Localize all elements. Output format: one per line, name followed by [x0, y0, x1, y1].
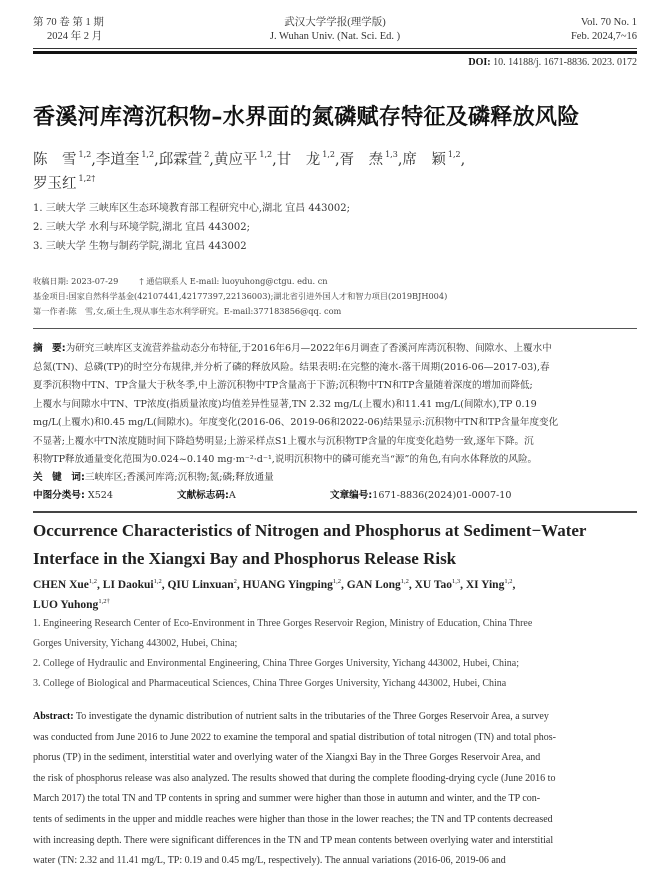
abstract-en	[33, 707, 637, 872]
author-name: CHEN Xue	[33, 579, 89, 591]
author-name: XI Ying	[465, 579, 505, 591]
author-separator: ,	[512, 579, 516, 591]
authors-en	[33, 575, 643, 615]
meta-received: 收稿日期: 2023-07-29	[33, 276, 119, 286]
author-affiliation-marker: 1,2	[153, 578, 162, 585]
author-authors_cn-0	[33, 152, 96, 168]
abstract-cn	[33, 340, 637, 470]
header-volume-issue-en: Vol. 70 No. 1	[580, 17, 637, 28]
author-name: GAN Long	[346, 579, 401, 591]
clc	[33, 487, 113, 505]
abstract-en-text-1: To investigate the dynamic distribution of nutrient salts in the tributaries of the Three Gorges Reservoir Area, a survey	[73, 711, 549, 722]
author-name: LI Daokui	[102, 579, 154, 591]
author-separator: ,	[91, 152, 96, 168]
meta-first-author: 第一作者:陈 雪,女,硕士生,现从事生态水利学研究。E-mail:377183856@qq. com	[33, 306, 342, 316]
abstract-en-line-8: water (TN: 2.32 and 11.41 mg/L, TP: 0.19 and 0.45 mg/L, respectively). The annual variations (2016-06, 2019-06 and	[33, 855, 506, 867]
author-name: 胥 焘	[339, 152, 384, 168]
author-authors_en-6	[466, 579, 515, 591]
author-authors_cn-6	[402, 152, 465, 168]
title-cn: 香溪河库湾沉积物–水界面的氮磷赋存特征及磷释放风险	[33, 105, 580, 130]
author-name: 罗玉红	[33, 176, 77, 192]
meta-divider	[33, 328, 637, 329]
author-authors_cn-2	[159, 152, 214, 168]
author-separator: ,	[340, 579, 347, 591]
author-affiliation-marker: 1,2	[259, 150, 273, 159]
author-name: 陈 雪	[33, 152, 77, 168]
author-authors_en-5	[415, 579, 466, 591]
doc-code-label: 文献标志码:	[177, 490, 229, 501]
article-no-value: 1671-8836(2024)01-0007-10	[372, 490, 512, 501]
abstract-en-line-3: phorus (TP) in the sediment, interstitial water and overlying water of the Xiangxi Bay in the Three Gorges Reservoir Area, and	[33, 752, 541, 764]
author-affiliation-marker: 1,2†	[78, 174, 96, 183]
author-separator: ,	[272, 152, 277, 168]
doi[interactable]	[468, 57, 637, 68]
author-affiliation-marker: 2	[204, 150, 210, 159]
affiliation-cn-3: 3. 三峡大学 生物与制药学院,湖北 宜昌 443002	[33, 241, 247, 252]
author-affiliation-marker: 1,2	[78, 150, 92, 159]
author-name: 席 颖	[402, 152, 446, 168]
header-rule-thick	[33, 51, 637, 54]
abstract-cn-line-6: 不显著;上覆水中TN浓度随时间下降趋势明显;上游采样点S1上覆水与沉积物TP含量的年度变化趋势一致,逐年下降。沉	[33, 435, 534, 447]
author-separator: ,	[236, 579, 243, 591]
author-separator: ,	[460, 579, 466, 591]
author-authors_cn-1	[96, 152, 159, 168]
meta-funding: 基金项目:国家自然科学基金(42107441,42177397,22136003);湖北省引进外国人才和智力项目(2019BJH004)	[33, 291, 448, 301]
author-separator: ,	[97, 579, 103, 591]
author-affiliation-marker: 2	[233, 578, 237, 585]
affiliation-en-3: 3. College of Biological and Pharmaceutical Sciences, China Three Gorges University, Yichang 443002, Hubei, China	[33, 678, 507, 689]
affiliations-en	[33, 614, 643, 694]
header-journal-cn: 武汉大学学报(理学版)	[284, 17, 386, 28]
clc-value: X524	[84, 490, 114, 501]
abstract-en-line-7: with increasing depth. There were significant differences in the TN and TP mean contents between overlying water and interstitial	[33, 834, 554, 846]
affiliation-en-2: 2. College of Hydraulic and Environmental Engineering, China Three Gorges University, Yichang 443002, Hubei, China;	[33, 658, 520, 669]
author-separator: ,	[408, 579, 415, 591]
abstract-cn-line-2: 总氮(TN)、总磷(TP)的时空分布规律,并分析了磷的释放风险。结果表明:在完整的淹水-落干周期(2016-06—2017-03),春	[33, 361, 550, 373]
author-authors_cn-5	[340, 152, 403, 168]
meta-corresponding: † 通信联系人 E-mail: luoyuhong@ctgu. edu. cn	[139, 276, 328, 286]
author-affiliation-marker: 1,2	[504, 578, 513, 585]
abstract-en-line-4: the risk of phosphorus release was also analyzed. The results showed that during the complete flooding-drying cycle (June 2016 to	[33, 772, 556, 784]
affiliation-en-1a: 1. Engineering Research Center of Eco-Environment in Three Gorges Reservoir Region, Ministry of Education, China Three	[33, 618, 533, 629]
author-name: 邱霖萱	[158, 152, 203, 168]
affiliation-cn-2: 2. 三峡大学 水利与环境学院,湖北 宜昌 443002;	[33, 222, 250, 233]
header-volume-issue-cn: 第 70 卷 第 1 期	[33, 17, 104, 28]
abstract-cn-line-4: 上覆水与间隙水中TN、TP浓度(指质量浓度)均值差异性显著,TN 2.32 mg/L(上覆水)和11.41 mg/L(间隙水),TP 0.19	[33, 398, 537, 410]
author-affiliation-marker: 1,2†	[98, 598, 110, 605]
author-authors_cn-3	[214, 152, 277, 168]
author-name: HUANG Yingping	[242, 579, 333, 591]
author-name: QIU Linxuan	[167, 579, 234, 591]
author-authors_en-0	[33, 579, 103, 591]
author-authors_cn-4	[277, 152, 340, 168]
author-separator: ,	[460, 152, 466, 168]
abstract-en-label: Abstract:	[33, 711, 74, 722]
author-authors_en-2	[167, 579, 242, 591]
author-affiliation-marker: 1,2	[88, 578, 98, 585]
author-name: LUO Yuhong	[33, 599, 99, 611]
doi-label: DOI:	[468, 57, 491, 68]
article-no-label: 文章编号:	[330, 490, 373, 501]
author-name: 李道奎	[95, 152, 140, 168]
abstract-cn-label: 摘 要:	[33, 343, 66, 354]
author-affiliation-marker: 1,2	[141, 150, 155, 159]
meta-received-line	[33, 274, 328, 289]
author-authors_en-7	[33, 599, 110, 611]
author-affiliation-marker: 1,3	[385, 150, 398, 159]
title-en-line-2: Interface in the Xiangxi Bay and Phosphorus Release Risk	[33, 549, 457, 568]
abstract-en-line-6: tents of sediments in the upper and middle reaches were higher than those in the lower reaches; the TN and TP contents decreased	[33, 813, 553, 825]
abstract-cn-line-1	[33, 340, 637, 359]
abstract-en-line-1	[33, 707, 637, 728]
author-separator: ,	[154, 152, 159, 168]
author-authors_cn-7	[33, 176, 95, 192]
clc-label: 中图分类号:	[33, 490, 85, 501]
abstract-en-line-2: was conducted from June 2016 to June 2022 to examine the temporal and spatial distribution of total nitrogen (TN) and total phos-	[33, 731, 556, 743]
keywords-cn	[33, 469, 274, 487]
affiliation-cn-1: 1. 三峡大学 三峡库区生态环境教育部工程研究中心,湖北 宜昌 443002;	[33, 203, 350, 214]
author-affiliation-marker: 1,2	[332, 578, 341, 585]
keywords-cn-value: 三峡库区;香溪河库湾;沉积物;氮;磷;释放通量	[84, 472, 274, 483]
author-authors_en-1	[103, 579, 168, 591]
section-divider	[33, 511, 637, 513]
abstract-cn-line-3: 夏季沉积物中TN、TP含量大于秋冬季,中上游沉积物中TP含量高于下游;沉积物中TN和TP含量随着深度的增加而降低;	[33, 380, 533, 391]
header-date-cn: 2024 年 2 月	[47, 31, 103, 42]
author-name: 黄应平	[213, 152, 258, 168]
author-separator: ,	[161, 579, 168, 591]
author-affiliation-marker: 1,2	[322, 150, 335, 159]
author-separator: ,	[334, 152, 340, 168]
author-authors_en-4	[347, 579, 415, 591]
abstract-en-line-5: March 2017) the total TN and TP contents in spring and summer were higher than those in autumn and winter, and the TP con-	[33, 793, 541, 805]
author-separator: ,	[209, 152, 214, 168]
header-journal-en: J. Wuhan Univ. (Nat. Sci. Ed. )	[269, 31, 401, 42]
author-affiliation-marker: 1,2	[400, 578, 409, 585]
author-affiliation-marker: 1,3	[452, 578, 461, 585]
title-en	[33, 517, 643, 573]
author-authors_en-3	[243, 579, 347, 591]
author-separator: ,	[397, 152, 403, 168]
authors-cn	[33, 148, 643, 196]
abstract-cn-line-7: 积物TP释放通量变化范围为0.024~0.140 mg·m⁻²·d⁻¹,说明沉积物中的磷可能充当“源”的角色,有向水体释放的风险。	[33, 454, 538, 465]
doc-code-value: A	[228, 490, 236, 501]
header-date-pages-en: Feb. 2024,7~16	[570, 31, 637, 42]
abstract-cn-text-1: 为研究三峡库区支流营养盐动态分布特征,于2016年6月—2022年6月调查了香溪河库湾沉积物、间隙水、上覆水中	[65, 343, 552, 354]
doc-code	[177, 487, 236, 505]
title-en-line-1: Occurrence Characteristics of Nitrogen and Phosphorus at Sediment−Water	[33, 521, 587, 540]
header-rule-thin	[33, 48, 637, 49]
article-no	[330, 487, 512, 505]
doi-value[interactable]: 10. 14188/j. 1671-8836. 2023. 0172	[490, 57, 637, 68]
author-name: 甘 龙	[276, 152, 321, 168]
keywords-cn-label: 关 键 词:	[33, 472, 85, 483]
abstract-cn-line-5: mg/L(上覆水)和0.45 mg/L(间隙水)。年度变化(2016-06、2019-06和2022-06)结果显示:沉积物中TN和TP含量年度变化	[33, 417, 559, 428]
author-affiliation-marker: 1,2	[447, 150, 461, 159]
affiliation-en-1b: Gorges University, Yichang 443002, Hubei, China;	[33, 638, 238, 649]
author-name: XU Tao	[414, 579, 452, 591]
